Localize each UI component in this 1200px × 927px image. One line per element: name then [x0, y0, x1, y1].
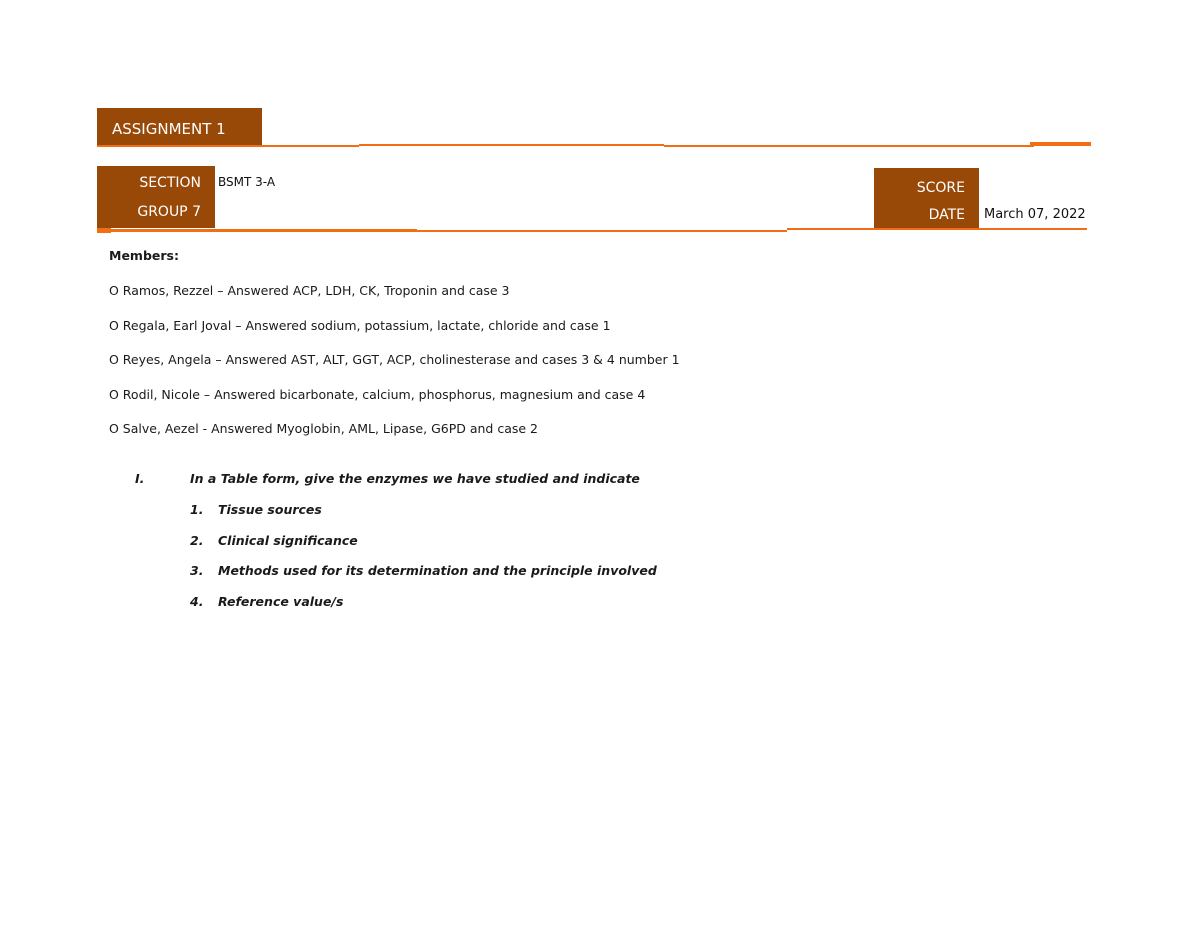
member-item: O Rodil, Nicole – Answered bicarbonate, calcium, phosphorus, magnesium and case 4 — [109, 386, 646, 402]
instruction-item-text: Clinical significance — [218, 533, 358, 548]
member-item: O Reyes, Angela – Answered AST, ALT, GGT, ACP, cholinesterase and cases 3 & 4 number 1 — [109, 352, 680, 367]
section-group-box — [97, 166, 215, 228]
instruction-item-number: 4. — [190, 594, 204, 609]
assignment-title: ASSIGNMENT 1 — [97, 108, 262, 146]
header-underline — [97, 229, 417, 232]
member-item: O Salve, Aezel - Answered Myoglobin, AML, Lipase, G6PD and case 2 — [109, 421, 538, 436]
instruction-item-number: 2. — [190, 533, 204, 548]
title-underline — [1030, 142, 1091, 146]
member-item: O Regala, Earl Joval – Answered sodium, potassium, lactate, chloride and case 1 — [109, 317, 611, 333]
score-label: SCORE — [916, 180, 965, 196]
instruction-text: In a Table form, give the enzymes we have studied and indicate — [190, 471, 640, 486]
header-underline — [787, 228, 1087, 230]
title-underline — [359, 144, 664, 146]
instruction-item-text: Methods used for its determination and the principle involved — [218, 563, 657, 578]
instruction-item-text: Reference value/s — [218, 594, 344, 609]
member-item: O Ramos, Rezzel – Answered ACP, LDH, CK, Troponin and case 3 — [109, 283, 510, 298]
instruction-item — [190, 594, 343, 609]
section-label: SECTION — [139, 175, 201, 191]
instruction-numeral: I. — [135, 471, 145, 486]
members-heading: Members: — [109, 248, 179, 263]
instruction-item-text: Tissue sources — [218, 502, 322, 517]
members-section — [109, 248, 1009, 456]
group-label: GROUP 7 — [137, 204, 201, 220]
header-underline — [97, 228, 111, 233]
instruction-item — [190, 533, 358, 548]
header-underline — [417, 230, 787, 232]
section-value: BSMT 3-A — [218, 175, 276, 189]
instruction-item-number: 3. — [190, 563, 204, 578]
score-date-box — [874, 168, 979, 228]
instruction-item-number: 1. — [190, 502, 204, 517]
date-label: DATE — [928, 207, 965, 223]
instruction-item — [190, 563, 657, 578]
date-value: March 07, 2022 — [984, 207, 1086, 222]
title-underline — [664, 145, 1034, 147]
title-underline — [97, 145, 359, 147]
instruction-item — [190, 502, 322, 517]
